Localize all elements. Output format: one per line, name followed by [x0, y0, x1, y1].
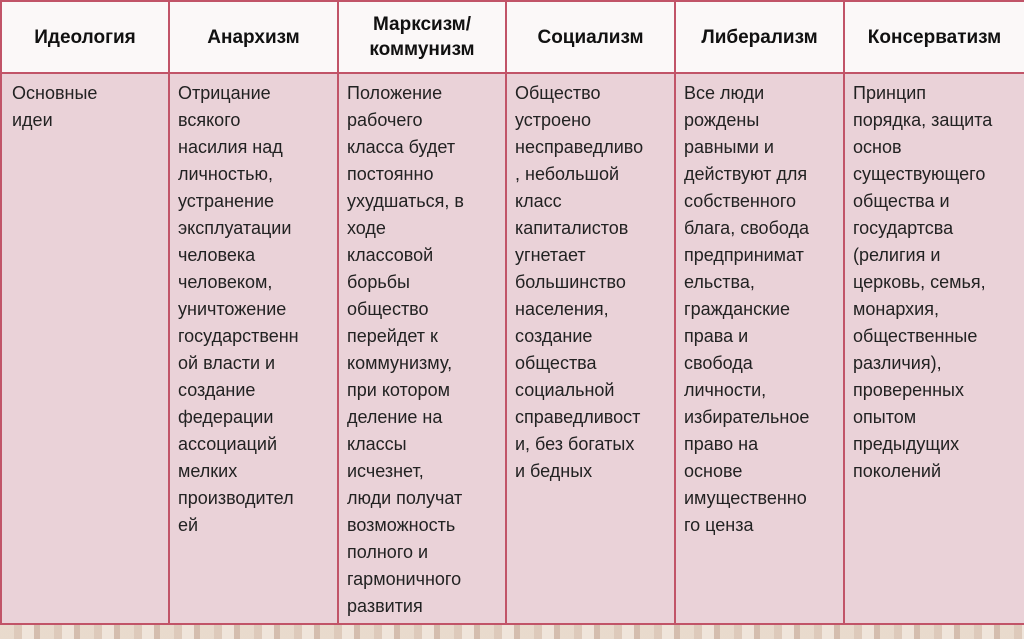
- cell-conservatism: [844, 73, 1024, 624]
- header-ideology-label: Идеология: [34, 26, 136, 48]
- header-liberalism-label: Либерализм: [701, 26, 818, 48]
- cell-anarchism-text: Отрицание всякого насилия над личностью, устранение эксплуатации человека человеком, уничтожение государственн ой власти и создание федерации ассоциаций мелких производител ей: [178, 83, 299, 535]
- cell-conservatism-text: Принцип порядка, защита основ существующего общества и государтсва (религия и церковь, семья, монархия, общественные различия), проверенных опытом предыдущих поколений: [853, 83, 993, 481]
- cell-liberalism-text: Все люди рождены равными и действуют для собственного блага, свобода предпринимат ельства, гражданские права и свобода личности, избирательное право на основе имущественно го ценза: [684, 83, 810, 535]
- header-conservatism-label: Консерватизм: [867, 26, 1002, 48]
- cell-marxism-text: Положение рабочего класса будет постоянно ухудшаться, в ходе классовой борьбы общество перейдет к коммунизму, при котором деление на классы исчезнет, люди получат возможность полного и гармоничного развития: [347, 83, 464, 616]
- cell-socialism-text: Общество устроено несправедливо , небольшой класс капиталистов угнетает большинство населения, создание общества социальной справедливост и, без богатых и бедных: [515, 83, 644, 481]
- table-row-main-ideas: [1, 73, 1024, 624]
- header-socialism: [506, 1, 675, 73]
- cell-socialism: [506, 73, 675, 624]
- decorative-bottom-strip: [0, 625, 1024, 639]
- header-socialism-label: Социализм: [537, 26, 644, 48]
- row-label-cell: [1, 73, 169, 624]
- header-anarchism-label: Анархизм: [207, 26, 300, 48]
- header-liberalism: [675, 1, 844, 73]
- header-marxism-communism: [338, 1, 506, 73]
- header-marxism-label: Марксизм/ коммунизм: [369, 14, 475, 60]
- row-label: Основные идеи: [12, 83, 98, 130]
- table-header-row: [1, 1, 1024, 73]
- header-ideology: [1, 1, 169, 73]
- cell-marxism: [338, 73, 506, 624]
- header-conservatism: [844, 1, 1024, 73]
- cell-liberalism: [675, 73, 844, 624]
- cell-anarchism: [169, 73, 338, 624]
- header-anarchism: [169, 1, 338, 73]
